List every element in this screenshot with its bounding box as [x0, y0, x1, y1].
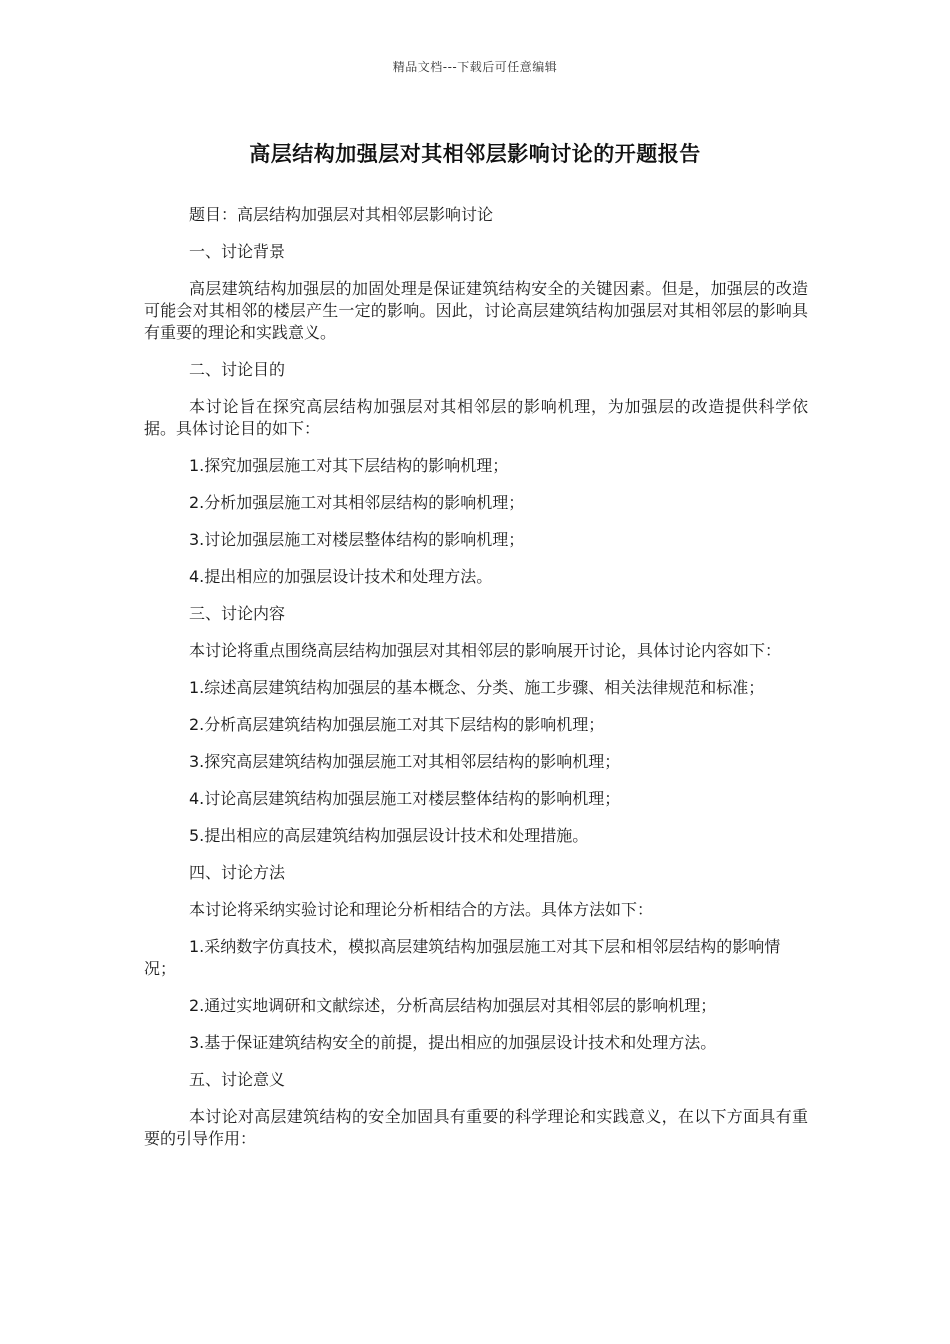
content-item-4: 4.讨论高层建筑结构加强层施工对楼层整体结构的影响机理； — [189, 789, 621, 808]
purpose-item-3: 3.讨论加强层施工对楼层整体结构的影响机理； — [189, 530, 525, 549]
content-item-5: 5.提出相应的高层建筑结构加强层设计技术和处理措施。 — [189, 826, 589, 845]
document-body — [144, 204, 808, 1165]
section-heading-significance: 五、讨论意义 — [189, 1070, 286, 1089]
section-heading-purpose: 二、讨论目的 — [189, 360, 286, 379]
document-title: 高层结构加强层对其相邻层影响讨论的开题报告 — [249, 142, 701, 166]
paragraph-method: 本讨论将采纳实验讨论和理论分析相结合的方法。具体方法如下： — [189, 900, 654, 919]
purpose-item-1: 1.探究加强层施工对其下层结构的影响机理； — [189, 456, 509, 475]
section-heading-method: 四、讨论方法 — [189, 863, 286, 882]
content-item-3: 3.探究高层建筑结构加强层施工对其相邻层结构的影响机理； — [189, 752, 621, 771]
paragraph-significance: 本讨论对高层建筑结构的安全加固具有重要的科学理论和实践意义，在以下方面具有重要的引导作用： — [144, 1107, 808, 1148]
method-item-1: 1.采纳数字仿真技术，模拟高层建筑结构加强层施工对其下层和相邻层结构的影响情况； — [144, 937, 781, 978]
paragraph-background: 高层建筑结构加强层的加固处理是保证建筑结构安全的关键因素。但是，加强层的改造可能会对其相邻的楼层产生一定的影响。因此，讨论高层建筑结构加强层对其相邻层的影响具有重要的理论和实践意义。 — [144, 279, 808, 342]
section-heading-background: 一、讨论背景 — [189, 242, 286, 261]
topic-line: 题目：高层结构加强层对其相邻层影响讨论 — [189, 205, 494, 224]
page-header: 精品文档---下载后可任意编辑 — [392, 60, 558, 74]
content-item-1: 1.综述高层建筑结构加强层的基本概念、分类、施工步骤、相关法律规范和标准； — [189, 678, 765, 697]
method-item-2: 2.通过实地调研和文献综述，分析高层结构加强层对其相邻层的影响机理； — [189, 996, 717, 1015]
purpose-item-2: 2.分析加强层施工对其相邻层结构的影响机理； — [189, 493, 525, 512]
paragraph-content: 本讨论将重点围绕高层结构加强层对其相邻层的影响展开讨论，具体讨论内容如下： — [189, 641, 782, 660]
method-item-3: 3.基于保证建筑结构安全的前提，提出相应的加强层设计技术和处理方法。 — [189, 1033, 717, 1052]
content-item-2: 2.分析高层建筑结构加强层施工对其下层结构的影响机理； — [189, 715, 605, 734]
section-heading-content: 三、讨论内容 — [189, 604, 286, 623]
paragraph-purpose: 本讨论旨在探究高层结构加强层对其相邻层的影响机理，为加强层的改造提供科学依据。具体讨论目的如下： — [144, 397, 808, 438]
purpose-item-4: 4.提出相应的加强层设计技术和处理方法。 — [189, 567, 493, 586]
